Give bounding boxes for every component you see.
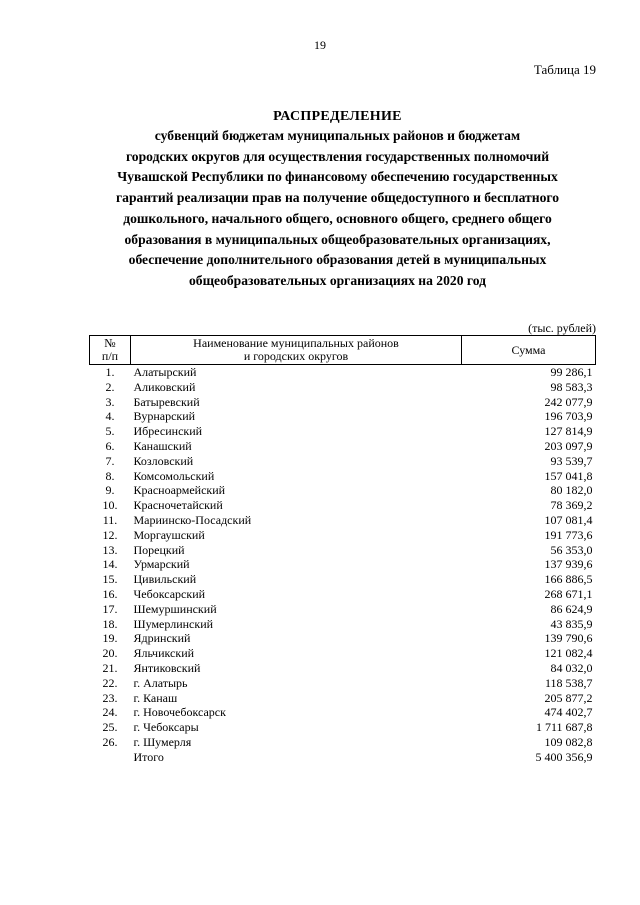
row-name: г. Канаш <box>133 690 178 705</box>
table-header <box>90 336 596 365</box>
row-sum: 78 369,2 <box>550 498 593 513</box>
table-row <box>90 661 596 676</box>
row-number: 16. <box>102 586 118 601</box>
row-sum: 166 886,5 <box>544 572 593 587</box>
row-number: 22. <box>102 675 118 690</box>
table-row <box>90 498 596 513</box>
row-name: Аликовский <box>133 379 196 394</box>
table-label: Таблица 19 <box>533 62 596 77</box>
table-row <box>90 528 596 543</box>
row-name: г. Шумерля <box>133 734 192 749</box>
heading-subtitle: субвенций бюджетам муниципальных районов и бюджетам городских округов для осуществления государственных полномочий Чувашской Республики по финансовому обеспечению государственных гарантий реализации прав на получение общедоступного и бесплатного дошкольного, начального общего, основного общего, среднего общего образования в муниципальных общеобразовательных организациях, обеспечение дополнительного образования детей в муниципальных общеобразовательных организациях на 2020 год <box>116 128 559 288</box>
row-sum: 86 624,9 <box>550 601 593 616</box>
row-number: 12. <box>102 527 118 542</box>
table-row <box>90 705 596 720</box>
row-number: 24. <box>102 705 118 720</box>
header-row <box>90 336 596 365</box>
row-sum: 107 081,4 <box>544 512 593 527</box>
table-row <box>90 676 596 691</box>
row-number: 19. <box>102 631 118 646</box>
row-sum: 205 877,2 <box>544 690 593 705</box>
row-sum: 56 353,0 <box>550 542 593 557</box>
row-name: г. Чебоксары <box>133 720 199 735</box>
row-sum: 474 402,7 <box>544 705 593 720</box>
row-name: Моргаушский <box>133 527 205 542</box>
row-sum: 196 703,9 <box>544 409 593 424</box>
row-sum: 80 182,0 <box>550 483 593 498</box>
row-sum: 98 583,3 <box>550 379 593 394</box>
row-sum: 109 082,8 <box>544 734 593 749</box>
row-sum: 242 077,9 <box>544 394 593 409</box>
row-name: Батыревский <box>133 394 200 409</box>
table-row <box>90 720 596 735</box>
total-number <box>90 750 131 765</box>
budget-table <box>89 335 596 765</box>
table-row <box>90 439 596 454</box>
document-heading <box>60 108 615 292</box>
row-name: Вурнарский <box>133 409 196 424</box>
row-name: г. Новочебоксарск <box>133 705 226 720</box>
row-number: 18. <box>102 616 118 631</box>
row-sum: 127 814,9 <box>544 424 593 439</box>
table-row <box>90 646 596 661</box>
table-row <box>90 409 596 424</box>
row-name: Шемуршинский <box>133 601 217 616</box>
row-number: 5. <box>105 424 115 439</box>
row-number: 21. <box>102 660 118 675</box>
header-name: Наименование муниципальных районов и городских округов <box>131 336 462 365</box>
row-name: Мариинско-Посадский <box>133 512 252 527</box>
row-name: Порецкий <box>133 542 185 557</box>
row-number: 14. <box>102 557 118 572</box>
table-row <box>90 617 596 632</box>
row-name: Козловский <box>133 453 194 468</box>
table-row <box>90 631 596 646</box>
row-name: Ибресинский <box>133 424 203 439</box>
header-sum: Сумма <box>462 336 596 365</box>
total-sum: 5 400 356,9 <box>535 749 593 764</box>
total-row <box>90 750 596 765</box>
row-number: 20. <box>102 646 118 661</box>
row-number: 10. <box>102 498 118 513</box>
table-row <box>90 513 596 528</box>
table-row <box>90 572 596 587</box>
table-row <box>90 469 596 484</box>
row-sum: 99 286,1 <box>550 365 593 379</box>
row-number: 11. <box>102 512 118 527</box>
table-row <box>90 587 596 602</box>
row-name: Ядринский <box>133 631 191 646</box>
row-number: 25. <box>102 720 118 735</box>
row-name: Канашский <box>133 438 192 453</box>
table-row <box>90 380 596 395</box>
row-name: Шумерлинский <box>133 616 214 631</box>
table-body <box>90 365 596 765</box>
row-number: 9. <box>105 483 115 498</box>
row-sum: 118 538,7 <box>544 675 593 690</box>
row-sum: 157 041,8 <box>544 468 593 483</box>
table-row <box>90 365 596 380</box>
row-name: Урмарский <box>133 557 190 572</box>
row-sum: 139 790,6 <box>544 631 593 646</box>
row-sum: 203 097,9 <box>544 438 593 453</box>
table-row <box>90 483 596 498</box>
page-number: 19 <box>314 38 326 52</box>
row-sum: 268 671,1 <box>544 586 593 601</box>
units-note: (тыс. рублей) <box>528 321 596 335</box>
row-number: 1. <box>105 365 115 379</box>
table-row <box>90 735 596 750</box>
row-number: 3. <box>105 394 115 409</box>
row-name: Цивильский <box>133 572 197 587</box>
row-number: 7. <box>105 453 115 468</box>
row-sum: 1 711 687,8 <box>535 720 593 735</box>
row-name: Красночетайский <box>133 498 223 513</box>
row-name: Комсомольский <box>133 468 215 483</box>
row-name: Яльчикский <box>133 646 195 661</box>
table-row <box>90 602 596 617</box>
row-number: 15. <box>102 572 118 587</box>
row-number: 4. <box>105 409 115 424</box>
header-number: № п/п <box>90 336 131 365</box>
table-row <box>90 395 596 410</box>
row-name: Красноармейский <box>133 483 226 498</box>
table-row <box>90 543 596 558</box>
row-sum: 43 835,9 <box>550 616 593 631</box>
row-number: 6. <box>105 438 115 453</box>
row-name: Янтиковский <box>133 660 201 675</box>
row-number: 23. <box>102 690 118 705</box>
table-row <box>90 454 596 469</box>
row-name: Чебоксарский <box>133 586 206 601</box>
row-number: 17. <box>102 601 118 616</box>
row-sum: 191 773,6 <box>544 527 593 542</box>
table-row <box>90 557 596 572</box>
row-number: 2. <box>105 379 115 394</box>
row-name: Алатырский <box>133 365 197 379</box>
row-sum: 93 539,7 <box>550 453 593 468</box>
row-number: 26. <box>102 734 118 749</box>
table-row <box>90 424 596 439</box>
row-name: г. Алатырь <box>133 675 188 690</box>
row-sum: 84 032,0 <box>550 660 593 675</box>
heading-title: РАСПРЕДЕЛЕНИЕ <box>273 109 402 124</box>
row-sum: 121 082,4 <box>544 646 593 661</box>
row-number: 13. <box>102 542 118 557</box>
row-number: 8. <box>105 468 115 483</box>
row-sum: 137 939,6 <box>544 557 593 572</box>
table-row <box>90 691 596 706</box>
total-label: Итого <box>133 749 164 764</box>
